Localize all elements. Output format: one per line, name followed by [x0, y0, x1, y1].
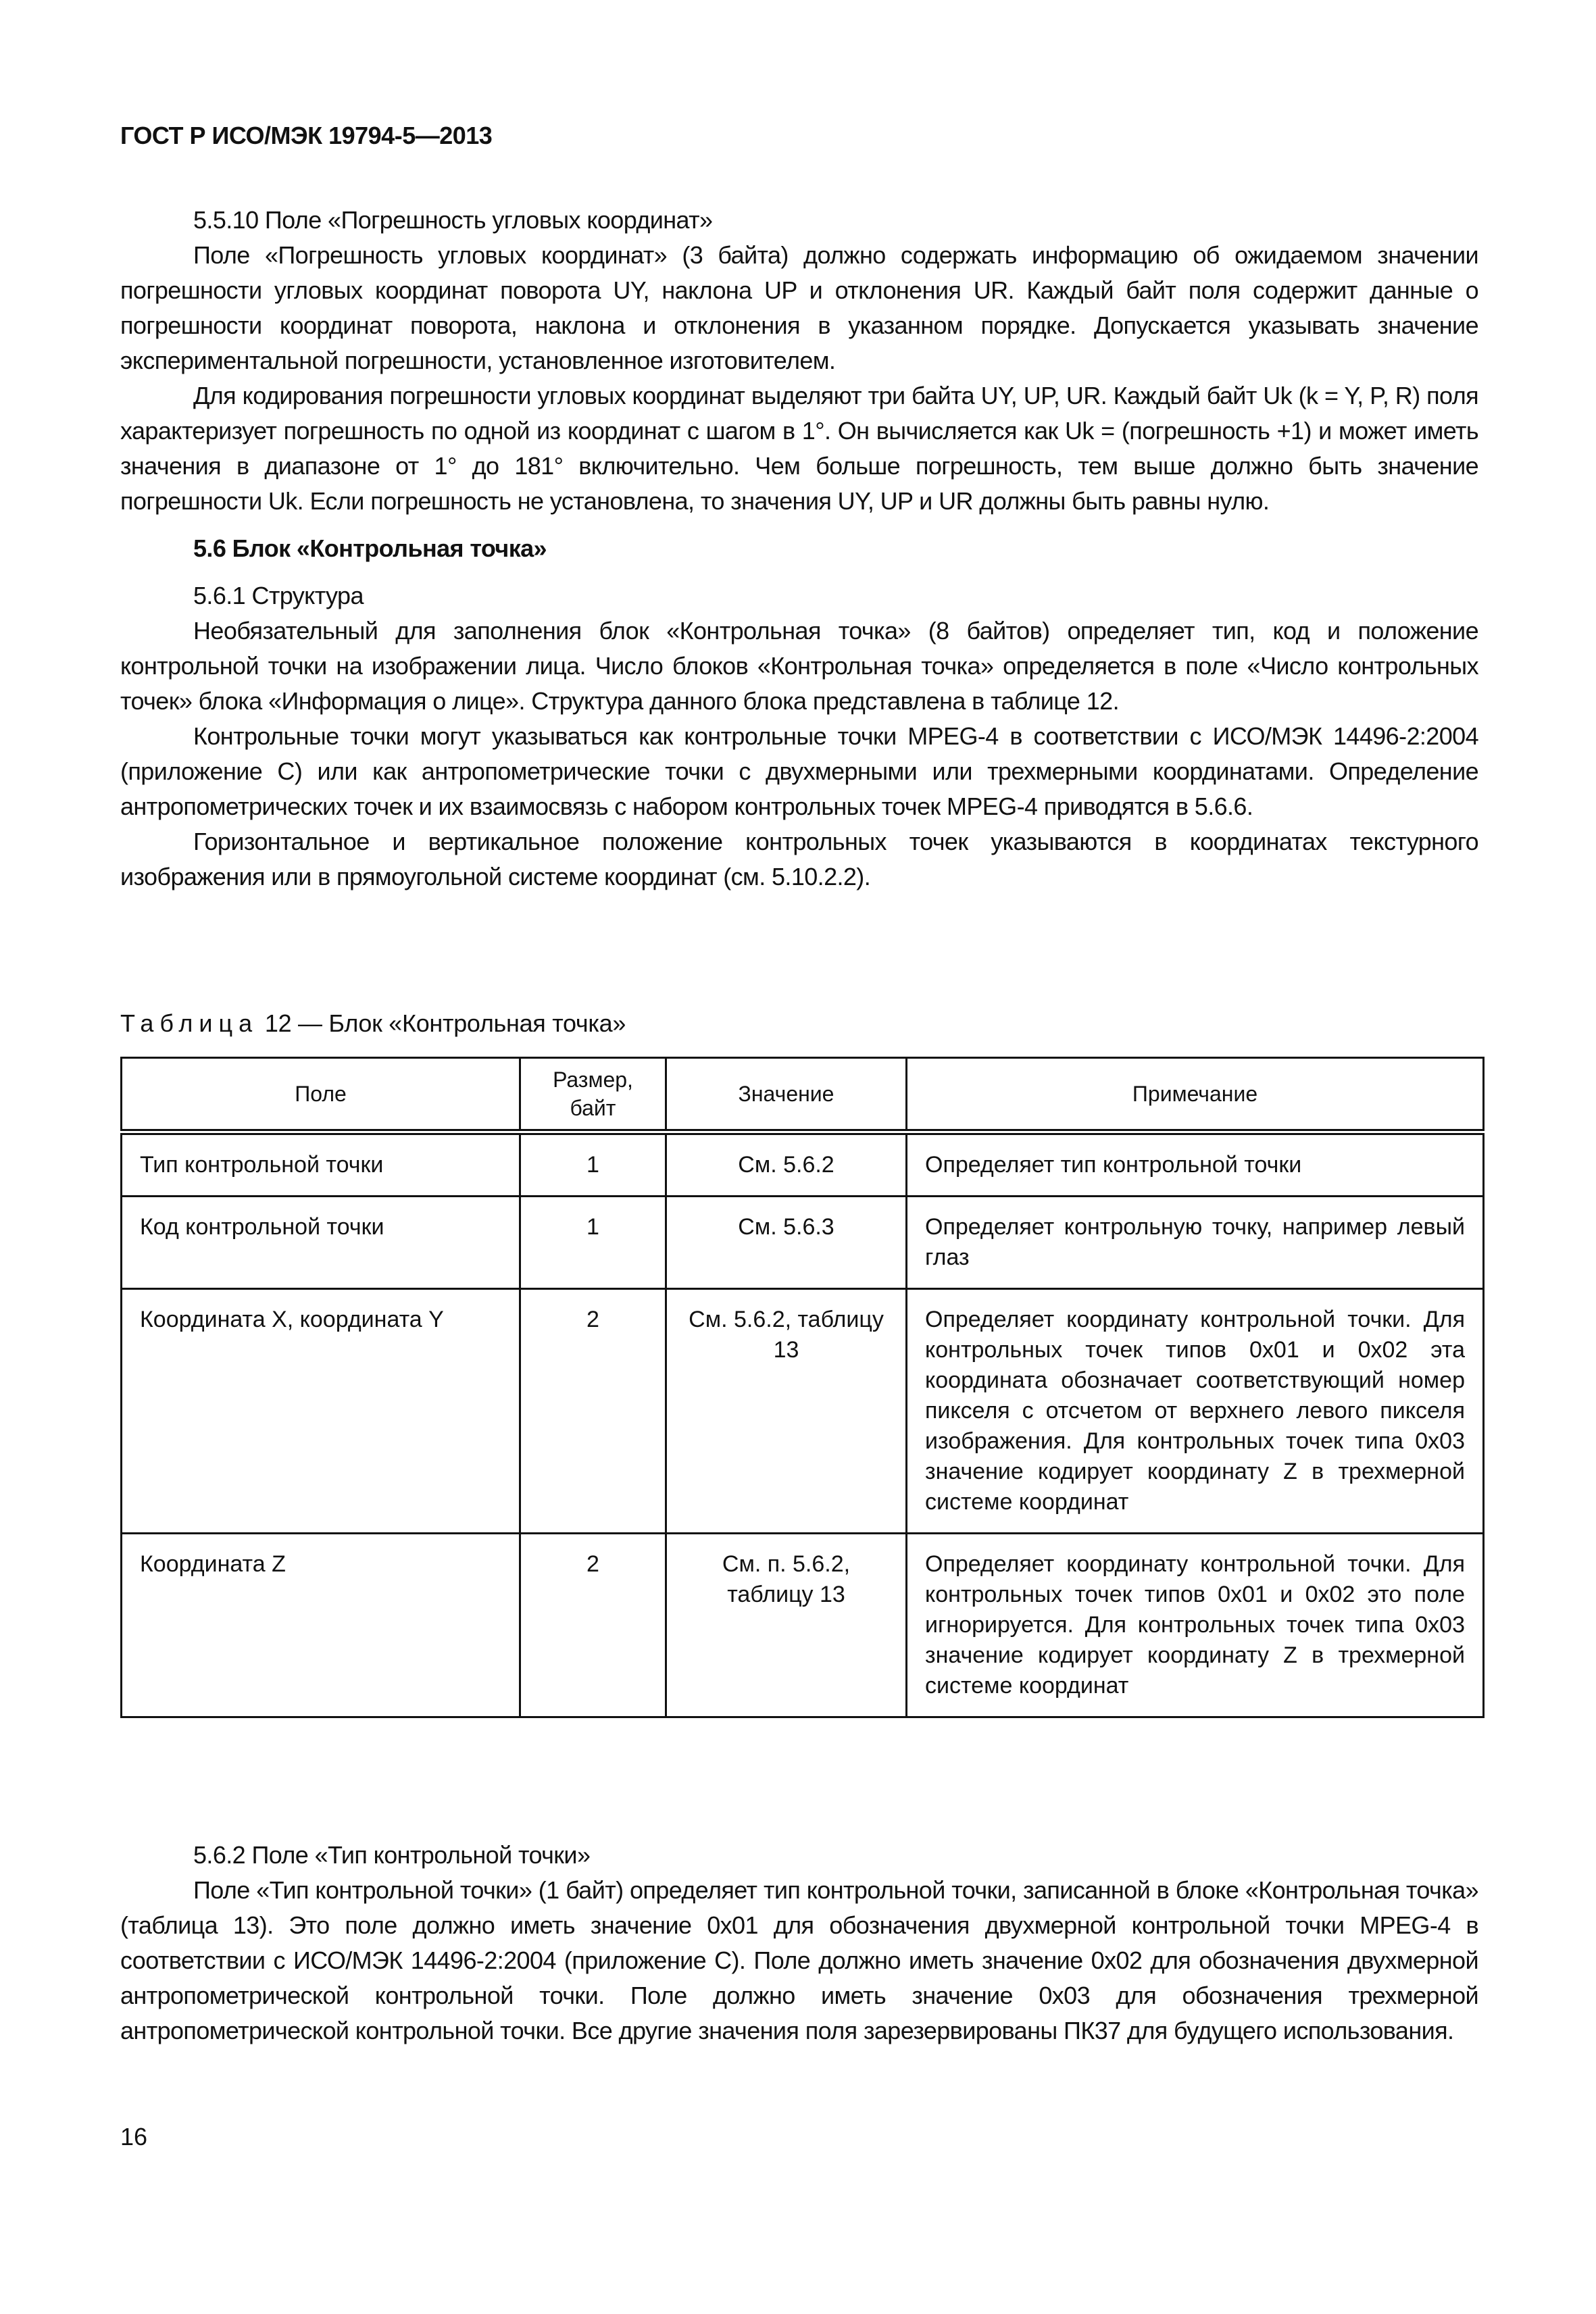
- table-caption-title: 12 — Блок «Контрольная точка»: [264, 1009, 626, 1037]
- table-header-row: [122, 1058, 1484, 1132]
- table-row: [122, 1534, 1484, 1717]
- cell-value: См. 5.6.3: [666, 1197, 907, 1289]
- standard-header: ГОСТ Р ИСО/МЭК 19794-5—2013: [120, 122, 493, 149]
- cell-field: Код контрольной точки: [122, 1197, 520, 1289]
- cell-field: Координата Z: [122, 1534, 520, 1717]
- cell-value: См. 5.6.2, таблицу 13: [666, 1289, 907, 1534]
- table-caption-label: Таблица: [120, 1009, 259, 1037]
- cell-note: Определяет контрольную точку, например левый глаз: [907, 1197, 1484, 1289]
- cell-field: Координата X, координата Y: [122, 1289, 520, 1534]
- text-block-upper: [120, 203, 1478, 895]
- column-header-size: Размер, байт: [520, 1058, 666, 1132]
- section-5-6-1-paragraph-2: Контрольные точки могут указываться как контрольные точки MPEG-4 в соответствии с ИСО/МЭК 14496-2:2004 (приложение С) или как антропометрические точки с двухмерными или трехмерными координатами. Определение антропометрических точек и их взаимосвязь с набором контрольных точек MPEG-4 приводятся в 5.6.6.: [120, 722, 1478, 820]
- table-row: [122, 1289, 1484, 1534]
- section-5-5-10-paragraph-1: Поле «Погрешность угловых координат» (3 байта) должно содержать информацию об ожидаемом значении погрешности угловых координат поворота UY, наклона UP и отклонения UR. Каждый байт поля содержит данные о погрешности координат поворота, наклона и отклонения в указанном порядке. Допускается указывать значение экспериментальной погрешности, установленное изготовителем.: [120, 241, 1478, 374]
- cell-note: Определяет тип контрольной точки: [907, 1132, 1484, 1197]
- section-5-6-1-heading: 5.6.1 Структура: [193, 582, 364, 609]
- cell-note: Определяет координату контрольной точки. Для контрольных точек типов 0x01 и 0x02 это поле игнорируется. Для контрольных точек типа 0x03 значение кодирует координату Z в трехмерной системе координат: [907, 1534, 1484, 1717]
- table-row: [122, 1132, 1484, 1197]
- text-block-lower: [120, 1838, 1478, 2048]
- section-5-5-10-heading: 5.5.10 Поле «Погрешность угловых координат»: [193, 206, 713, 234]
- cell-field: Тип контрольной точки: [122, 1132, 520, 1197]
- column-header-field: Поле: [122, 1058, 520, 1132]
- cell-value: См. 5.6.2: [666, 1132, 907, 1197]
- table-12-caption: [120, 1009, 626, 1038]
- section-5-6-heading: 5.6 Блок «Контрольная точка»: [193, 534, 547, 562]
- table-row: [122, 1197, 1484, 1289]
- cell-note: Определяет координату контрольной точки. Для контрольных точек типов 0x01 и 0x02 эта координата обозначает соответствующий номер пикселя с отсчетом от верхнего левого пикселя изображения. Для контрольных точек типа 0x03 значение кодирует координату Z в трехмерной системе координат: [907, 1289, 1484, 1534]
- cell-size: 1: [520, 1132, 666, 1197]
- table-12: [120, 1057, 1485, 1718]
- section-5-6-1-paragraph-3: Горизонтальное и вертикальное положение контрольных точек указываются в координатах текстурного изображения или в прямоугольной системе координат (см. 5.10.2.2).: [120, 828, 1478, 890]
- column-header-note: Примечание: [907, 1058, 1484, 1132]
- cell-value: См. п. 5.6.2, таблицу 13: [666, 1534, 907, 1717]
- column-header-value: Значение: [666, 1058, 907, 1132]
- section-5-6-2-heading: 5.6.2 Поле «Тип контрольной точки»: [193, 1841, 591, 1869]
- section-5-5-10-paragraph-2: Для кодирования погрешности угловых координат выделяют три байта UY, UP, UR. Каждый байт Uk (k = Y, P, R) поля характеризует погрешность по одной из координат с шагом в 1°. Он вычисляется как Uk = (погрешность +1) и может иметь значения в диапазоне от 1° до 181° включительно. Чем больше погрешность, тем выше должно быть значение погрешности Uk. Если погрешность не установлена, то значения UY, UP и UR должны быть равны нулю.: [120, 382, 1478, 515]
- section-5-6-1-paragraph-1: Необязательный для заполнения блок «Контрольная точка» (8 байтов) определяет тип, код и положение контрольной точки на изображении лица. Число блоков «Контрольная точка» определяется в поле «Число контрольных точек» блока «Информация о лице». Структура данного блока представлена в таблице 12.: [120, 617, 1478, 715]
- page-number: 16: [120, 2123, 148, 2150]
- cell-size: 1: [520, 1197, 666, 1289]
- cell-size: 2: [520, 1534, 666, 1717]
- cell-size: 2: [520, 1289, 666, 1534]
- section-5-6-2-paragraph-1: Поле «Тип контрольной точки» (1 байт) определяет тип контрольной точки, записанной в блоке «Контрольная точка» (таблица 13). Это поле должно иметь значение 0x01 для обозначения двухмерной контрольной точки MPEG-4 в соответствии с ИСО/МЭК 14496-2:2004 (приложение С). Поле должно иметь значение 0x02 для обозначения двухмерной антропометрической контрольной точки. Поле должно иметь значение 0x03 для обозначения трехмерной антропометрической контрольной точки. Все другие значения поля зарезервированы ПК37 для будущего использования.: [120, 1876, 1478, 2044]
